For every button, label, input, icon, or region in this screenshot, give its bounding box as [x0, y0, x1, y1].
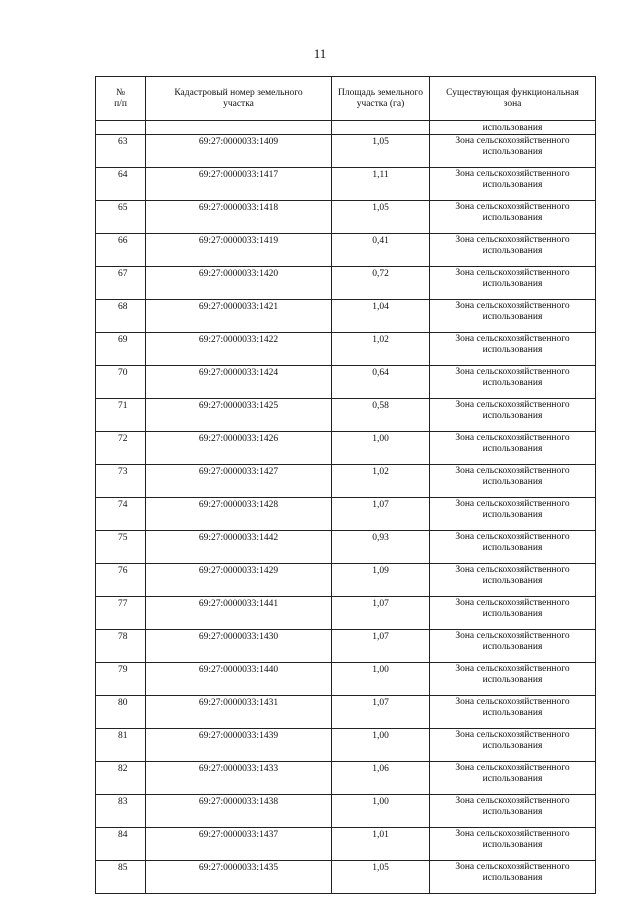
- zone-cell: [430, 201, 596, 234]
- cadastral-number: 69:27:0000033:1437: [146, 828, 332, 861]
- zone-cell: [430, 861, 596, 894]
- cadastral-number: 69:27:0000033:1442: [146, 531, 332, 564]
- zone-text-line1: Зона сельскохозяйственного: [455, 136, 570, 146]
- table-row: [96, 630, 596, 663]
- area-value: 1,00: [332, 432, 430, 465]
- table-row: [96, 465, 596, 498]
- zone-text-line2: использования: [482, 873, 543, 883]
- area-value: 1,07: [332, 498, 430, 531]
- row-number: 82: [96, 762, 146, 795]
- zone-text-line2: использования: [482, 609, 543, 619]
- zone-text-line1: Зона сельскохозяйственного: [455, 466, 570, 476]
- zone-cell: [430, 696, 596, 729]
- cadastral-number: 69:27:0000033:1421: [146, 300, 332, 333]
- zone-text-line1: Зона сельскохозяйственного: [455, 367, 570, 377]
- row-number: 81: [96, 729, 146, 762]
- table-row: [96, 135, 596, 168]
- table-row: [96, 399, 596, 432]
- zone-text-line1: Зона сельскохозяйственного: [455, 499, 570, 509]
- zone-cell: [430, 795, 596, 828]
- zone-text-line2: использования: [482, 675, 543, 685]
- cadastral-number: 69:27:0000033:1425: [146, 399, 332, 432]
- row-number: 84: [96, 828, 146, 861]
- row-number: 64: [96, 168, 146, 201]
- zone-cell: [430, 135, 596, 168]
- zone-text-line1: Зона сельскохозяйственного: [455, 730, 570, 740]
- zone-text-line2: использования: [482, 246, 543, 256]
- row-number: 79: [96, 663, 146, 696]
- zone-text-line2: использования: [482, 642, 543, 652]
- zone-text-line2: использования: [482, 708, 543, 718]
- row-number: 66: [96, 234, 146, 267]
- cadastral-number: 69:27:0000033:1433: [146, 762, 332, 795]
- table-row: [96, 300, 596, 333]
- zone-text-line1: Зона сельскохозяйственного: [455, 169, 570, 179]
- area-value: 0,93: [332, 531, 430, 564]
- zone-text-line2: использования: [482, 444, 543, 454]
- zone-text-line1: Зона сельскохозяйственного: [455, 763, 570, 773]
- zone-text-line2: использования: [482, 180, 543, 190]
- row-number: 74: [96, 498, 146, 531]
- zone-cell: [430, 333, 596, 366]
- zone-text-line1: Зона сельскохозяйственного: [455, 532, 570, 542]
- row-number: 78: [96, 630, 146, 663]
- land-plots-table: [95, 76, 596, 894]
- cadastral-number: 69:27:0000033:1440: [146, 663, 332, 696]
- zone-text-line2: использования: [482, 576, 543, 586]
- area-value: 1,04: [332, 300, 430, 333]
- continuation-zone-text: использования: [430, 121, 596, 135]
- row-number: 73: [96, 465, 146, 498]
- zone-cell: [430, 597, 596, 630]
- zone-text-line1: Зона сельскохозяйственного: [455, 862, 570, 872]
- table-row: [96, 597, 596, 630]
- row-number: 71: [96, 399, 146, 432]
- zone-cell: [430, 168, 596, 201]
- zone-text-line1: Зона сельскохозяйственного: [455, 268, 570, 278]
- zone-text-line1: Зона сельскохозяйственного: [455, 202, 570, 212]
- table-row: [96, 729, 596, 762]
- row-number: 69: [96, 333, 146, 366]
- table-row: [96, 498, 596, 531]
- area-value: 1,09: [332, 564, 430, 597]
- cadastral-number: 69:27:0000033:1431: [146, 696, 332, 729]
- zone-text-line1: Зона сельскохозяйственного: [455, 235, 570, 245]
- table-row: [96, 531, 596, 564]
- header-cadastral: Кадастровый номер земельного участка: [146, 77, 332, 121]
- row-number: 80: [96, 696, 146, 729]
- table-row: [96, 168, 596, 201]
- cadastral-number: 69:27:0000033:1422: [146, 333, 332, 366]
- zone-cell: [430, 630, 596, 663]
- zone-cell: [430, 465, 596, 498]
- zone-cell: [430, 234, 596, 267]
- zone-cell: [430, 729, 596, 762]
- zone-cell: [430, 267, 596, 300]
- zone-text-line2: использования: [482, 774, 543, 784]
- zone-cell: [430, 300, 596, 333]
- zone-text-line2: использования: [482, 510, 543, 520]
- area-value: 1,05: [332, 861, 430, 894]
- table-row: [96, 696, 596, 729]
- row-number: 76: [96, 564, 146, 597]
- cadastral-number: 69:27:0000033:1418: [146, 201, 332, 234]
- area-value: 1,00: [332, 663, 430, 696]
- area-value: 0,58: [332, 399, 430, 432]
- cadastral-number: 69:27:0000033:1439: [146, 729, 332, 762]
- header-zone: Существующая функциональная зона: [430, 77, 596, 121]
- table-row: [96, 432, 596, 465]
- continuation-row: [96, 121, 596, 135]
- header-number: № п/п: [96, 77, 146, 121]
- row-number: 65: [96, 201, 146, 234]
- cadastral-number: 69:27:0000033:1438: [146, 795, 332, 828]
- zone-text-line2: использования: [482, 147, 543, 157]
- zone-cell: [430, 564, 596, 597]
- area-value: 1,05: [332, 201, 430, 234]
- table-row: [96, 267, 596, 300]
- zone-text-line2: использования: [482, 840, 543, 850]
- area-value: 1,07: [332, 630, 430, 663]
- table-row: [96, 564, 596, 597]
- zone-text-line1: Зона сельскохозяйственного: [455, 829, 570, 839]
- zone-text-line1: Зона сельскохозяйственного: [455, 664, 570, 674]
- cadastral-number: 69:27:0000033:1429: [146, 564, 332, 597]
- cadastral-number: 69:27:0000033:1409: [146, 135, 332, 168]
- row-number: 72: [96, 432, 146, 465]
- zone-text-line2: использования: [482, 807, 543, 817]
- area-value: 0,64: [332, 366, 430, 399]
- row-number: 67: [96, 267, 146, 300]
- cadastral-number: 69:27:0000033:1419: [146, 234, 332, 267]
- area-value: 1,00: [332, 795, 430, 828]
- row-number: 70: [96, 366, 146, 399]
- zone-cell: [430, 828, 596, 861]
- zone-text-line2: использования: [482, 213, 543, 223]
- zone-text-line2: использования: [482, 741, 543, 751]
- row-number: 85: [96, 861, 146, 894]
- table-row: [96, 828, 596, 861]
- cadastral-number: 69:27:0000033:1426: [146, 432, 332, 465]
- zone-text-line1: Зона сельскохозяйственного: [455, 598, 570, 608]
- cadastral-number: 69:27:0000033:1435: [146, 861, 332, 894]
- zone-text-line2: использования: [482, 411, 543, 421]
- table-row: [96, 333, 596, 366]
- table-row: [96, 366, 596, 399]
- zone-text-line1: Зона сельскохозяйственного: [455, 301, 570, 311]
- zone-cell: [430, 366, 596, 399]
- zone-cell: [430, 762, 596, 795]
- zone-text-line1: Зона сельскохозяйственного: [455, 433, 570, 443]
- row-number: 63: [96, 135, 146, 168]
- area-value: 1,07: [332, 696, 430, 729]
- cadastral-number: 69:27:0000033:1420: [146, 267, 332, 300]
- zone-text-line1: Зона сельскохозяйственного: [455, 565, 570, 575]
- table-row: [96, 201, 596, 234]
- area-value: 1,11: [332, 168, 430, 201]
- page-number: 11: [313, 46, 327, 61]
- zone-cell: [430, 663, 596, 696]
- row-number: 83: [96, 795, 146, 828]
- cadastral-number: 69:27:0000033:1427: [146, 465, 332, 498]
- area-value: 0,41: [332, 234, 430, 267]
- zone-text-line1: Зона сельскохозяйственного: [455, 796, 570, 806]
- table-row: [96, 762, 596, 795]
- zone-cell: [430, 531, 596, 564]
- area-value: 1,06: [332, 762, 430, 795]
- cadastral-number: 69:27:0000033:1424: [146, 366, 332, 399]
- row-number: 77: [96, 597, 146, 630]
- area-value: 1,05: [332, 135, 430, 168]
- table-row: [96, 663, 596, 696]
- zone-text-line2: использования: [482, 378, 543, 388]
- table-header-row: [96, 77, 596, 121]
- area-value: 0,72: [332, 267, 430, 300]
- zone-cell: [430, 432, 596, 465]
- zone-text-line2: использования: [482, 543, 543, 553]
- area-value: 1,02: [332, 333, 430, 366]
- zone-text-line1: Зона сельскохозяйственного: [455, 400, 570, 410]
- zone-cell: [430, 498, 596, 531]
- cadastral-number: 69:27:0000033:1417: [146, 168, 332, 201]
- cadastral-number: 69:27:0000033:1428: [146, 498, 332, 531]
- cadastral-number: 69:27:0000033:1430: [146, 630, 332, 663]
- area-value: 1,00: [332, 729, 430, 762]
- zone-text-line1: Зона сельскохозяйственного: [455, 697, 570, 707]
- cadastral-number: 69:27:0000033:1441: [146, 597, 332, 630]
- zone-text-line2: использования: [482, 345, 543, 355]
- zone-cell: [430, 399, 596, 432]
- area-value: 1,02: [332, 465, 430, 498]
- zone-text-line1: Зона сельскохозяйственного: [455, 631, 570, 641]
- zone-text-line2: использования: [482, 477, 543, 487]
- zone-text-line1: Зона сельскохозяйственного: [455, 334, 570, 344]
- area-value: 1,01: [332, 828, 430, 861]
- row-number: 68: [96, 300, 146, 333]
- zone-text-line2: использования: [482, 279, 543, 289]
- area-value: 1,07: [332, 597, 430, 630]
- table-row: [96, 861, 596, 894]
- table-row: [96, 234, 596, 267]
- row-number: 75: [96, 531, 146, 564]
- zone-text-line2: использования: [482, 312, 543, 322]
- header-area: Площадь земельного участка (га): [332, 77, 430, 121]
- table-row: [96, 795, 596, 828]
